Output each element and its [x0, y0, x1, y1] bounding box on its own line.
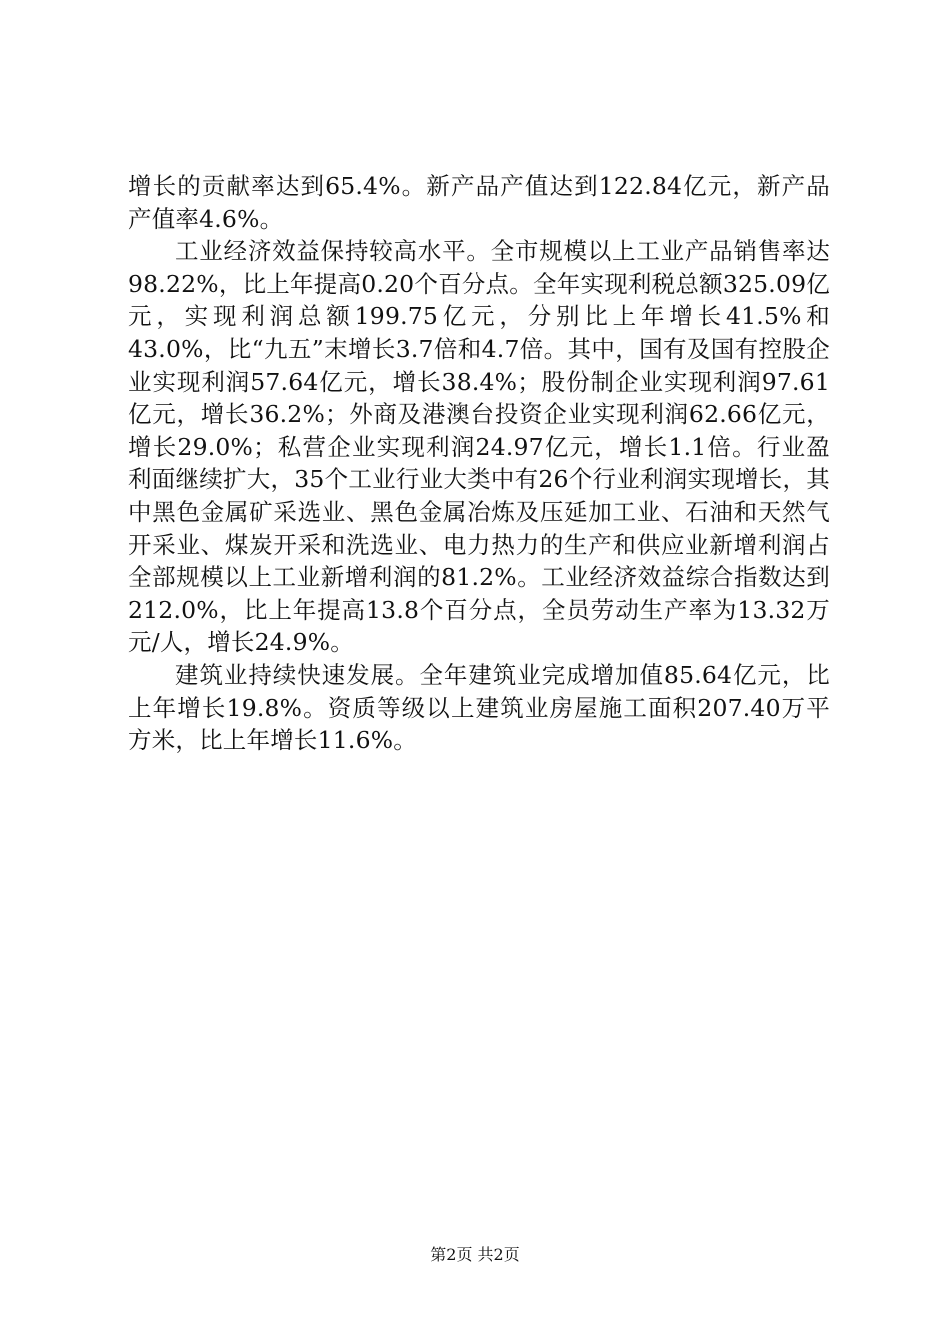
- document-body: [128, 170, 830, 757]
- paragraph-construction: 建筑业持续快速发展。全年建筑业完成增加值85.64亿元，比上年增长19.8%。资质等级以上建筑业房屋施工面积207.40万平方米，比上年增长11.6%。: [128, 660, 830, 755]
- page-footer: 第2页 共2页: [430, 1245, 520, 1264]
- paragraph-continuation: 增长的贡献率达到65.4%。新产品产值达到122.84亿元，新产品产值率4.6%。: [128, 172, 830, 233]
- paragraph-industrial-efficiency: 工业经济效益保持较高水平。全市规模以上工业产品销售率达98.22%，比上年提高0.20个百分点。全年实现利税总额325.09亿元，实现利润总额199.75亿元，分别比上年增长41.5%和43.0%，比“九五”末增长3.7倍和4.7倍。其中，国有及国有控股企业实现利润57.64亿元，增长38.4%；股份制企业实现利润97.61亿元，增长36.2%；外商及港澳台投资企业实现利润62.66亿元，增长29.0%；私营企业实现利润24.97亿元，增长1.1倍。行业盈利面继续扩大，35个工业行业大类中有26个行业利润实现增长，其中黑色金属矿采选业、黑色金属冶炼及压延加工业、石油和天然气开采业、煤炭开采和洗选业、电力热力的生产和供应业新增利润占全部规模以上工业新增利润的81.2%。工业经济效益综合指数达到212.0%，比上年提高13.8个百分点，全员劳动生产率为13.32万元/人，增长24.9%。: [128, 237, 830, 657]
